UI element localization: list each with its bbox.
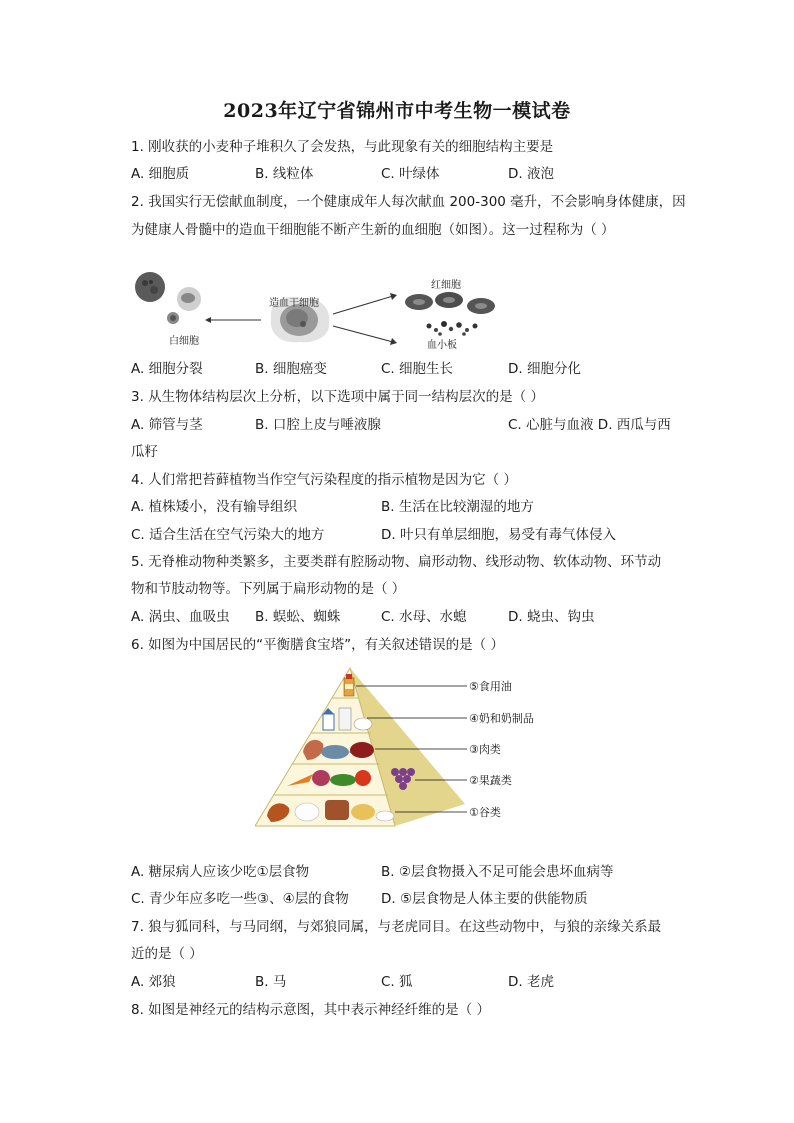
q7-option-a: A. 郊狼 [131,974,176,990]
question-5-stem-line2: 物和节肢动物等。下列属于扁形动物的是（ ） [131,581,406,597]
q2-option-c: C. 细胞生长 [381,361,454,377]
q2-option-d: D. 细胞分化 [508,361,581,377]
q6-option-b: B. ②层食物摄入不足可能会患坏血病等 [381,864,614,880]
question-5-stem-line1: 5. 无脊椎动物种类繁多，主要类群有腔肠动物、扁形动物、线形动物、软体动物、环节动 [131,554,662,570]
question-8-stem: 8. 如图是神经元的结构示意图，其中表示神经纤维的是（ ） [131,1002,490,1018]
blood-cell-differentiation-figure [131,270,501,352]
food-pyramid-figure [255,664,535,834]
pyramid-label-meat: ③肉类 [469,743,501,756]
q1-option-d: D. 液泡 [508,166,554,182]
page-title: 2023年辽宁省锦州市中考生物一模试卷 [223,100,571,122]
q1-option-c: C. 叶绿体 [381,166,440,182]
q7-option-c: C. 狐 [381,974,413,990]
q4-option-d: D. 叶只有单层细胞，易受有毒气体侵入 [381,527,616,543]
q7-option-b: B. 马 [255,974,287,990]
platelet-label: 血小板 [427,340,457,351]
question-6-stem: 6. 如图为中国居民的“平衡膳食宝塔”，有关叙述错误的是（ ） [131,637,504,653]
stem-cell-label: 造血干细胞 [269,298,319,309]
q5-option-a: A. 涡虫、血吸虫 [131,609,230,625]
question-2-stem-line2: 为健康人骨髓中的造血干细胞能不断产生新的血细胞（如图）。这一过程称为（ ） [131,222,615,238]
q6-option-d: D. ⑤层食物是人体主要的供能物质 [381,891,588,907]
question-2-stem-line1: 2. 我国实行无偿献血制度，一个健康成年人每次献血 200-300 毫升，不会影响身体健康，因 [131,194,686,210]
pyramid-label-oil: ⑤食用油 [469,680,512,693]
q4-option-c: C. 适合生活在空气污染大的地方 [131,527,325,543]
pyramid-label-grains: ①谷类 [469,806,501,819]
q6-option-a: A. 糖尿病人应该少吃①层食物 [131,864,310,880]
q3-option-a: A. 筛管与茎 [131,417,203,433]
question-7-stem-line2: 近的是（ ） [131,946,203,962]
q5-option-b: B. 蜈蚣、蜘蛛 [255,609,341,625]
q3-option-b: B. 口腔上皮与唾液腺 [255,417,381,433]
platelet-image [427,321,478,336]
question-3-stem: 3. 从生物体结构层次上分析，以下选项中属于同一结构层次的是（ ） [131,389,544,405]
red-blood-cell-label: 红细胞 [431,280,461,291]
q7-option-d: D. 老虎 [508,974,554,990]
q1-option-a: A. 细胞质 [131,166,190,182]
q4-option-b: B. 生活在比较潮湿的地方 [381,499,534,515]
red-blood-cell-image [405,292,495,314]
question-7-stem-line1: 7. 狼与狐同科，与马同纲，与郊狼同属，与老虎同目。在这些动物中，与狼的亲缘关系最 [131,919,662,935]
pyramid-label-fruit-veg: ②果蔬类 [469,774,512,787]
white-blood-cell-image [135,272,201,324]
q5-option-c: C. 水母、水螅 [381,609,467,625]
pyramid-label-dairy: ④奶和奶制品 [469,712,534,725]
q5-option-d: D. 蛲虫、钩虫 [508,609,595,625]
q6-option-c: C. 青少年应多吃一些③、④层的食物 [131,891,349,907]
question-4-stem: 4. 人们常把苔藓植物当作空气污染程度的指示植物是因为它（ ） [131,472,517,488]
q2-option-b: B. 细胞癌变 [255,361,327,377]
q2-option-a: A. 细胞分裂 [131,361,203,377]
q3-option-c-d: C. 心脏与血液 D. 西瓜与西 [508,417,671,433]
question-1-stem: 1. 刚收获的小麦种子堆积久了会发热，与此现象有关的细胞结构主要是 [131,139,554,155]
q1-option-b: B. 线粒体 [255,166,314,182]
white-blood-cell-label: 白细胞 [169,336,199,347]
q4-option-a: A. 植株矮小，没有输导组织 [131,499,298,515]
q3-option-d-continued: 瓜籽 [131,444,158,460]
